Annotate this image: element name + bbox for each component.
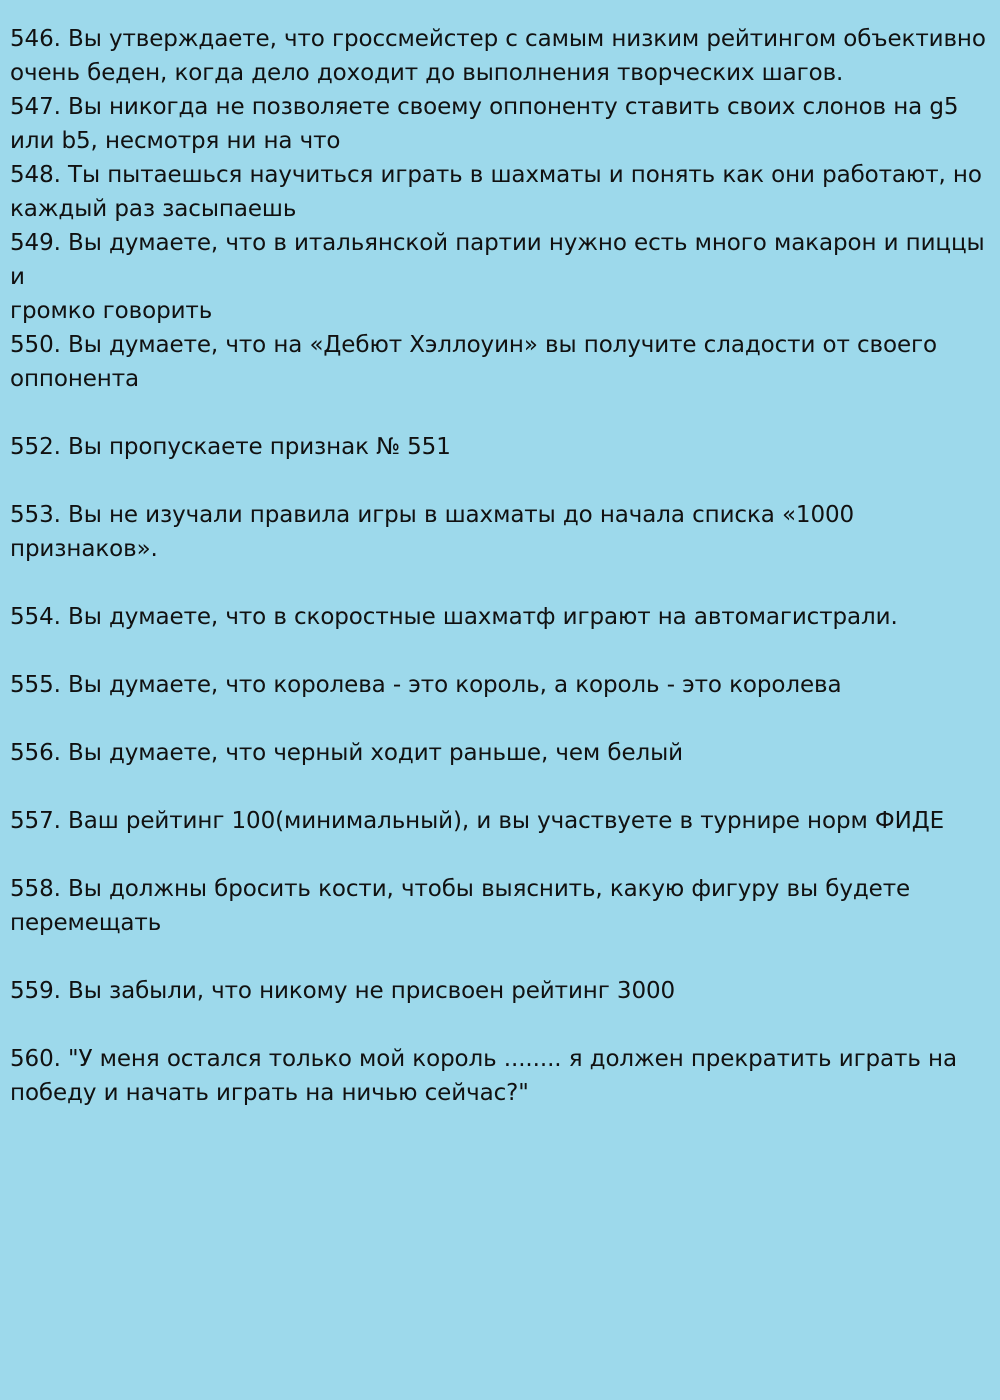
list-item-555: 555. Вы думаете, что королева - это король, а король - это королева	[10, 672, 842, 698]
list-item-559: 559. Вы забыли, что никому не присвоен рейтинг 3000	[10, 978, 676, 1004]
list-item-552: 552. Вы пропускаете признак № 551	[10, 434, 451, 460]
list-item-547: 547. Вы никогда не позволяете своему оппоненту ставить своих слонов на g5 или b5, несмотря ни на что	[10, 94, 959, 154]
list-item-549: 549. Вы думаете, что в итальянской партии нужно есть много макарон и пиццы и громко говорить	[10, 230, 985, 324]
list-item-550: 550. Вы думаете, что на «Дебют Хэллоуин» вы получите сладости от своего оппонента	[10, 332, 937, 392]
list-item-560: 560. "У меня остался только мой король ........ я должен прекратить играть на победу и начать играть на ничью сейчас?"	[10, 1046, 957, 1106]
list-item-557: 557. Ваш рейтинг 100(минимальный), и вы участвуете в турнире норм ФИДЕ	[10, 808, 945, 834]
list-item-554: 554. Вы думаете, что в скоростные шахматф играют на автомагистрали.	[10, 604, 898, 630]
list-item-548: 548. Ты пытаешься научиться играть в шахматы и понять как они работают, но каждый раз засыпаешь	[10, 162, 982, 222]
list-item-556: 556. Вы думаете, что черный ходит раньше, чем белый	[10, 740, 684, 766]
list-item-553: 553. Вы не изучали правила игры в шахматы до начала списка «1000 признаков».	[10, 502, 855, 562]
list-item-558: 558. Вы должны бросить кости, чтобы выяснить, какую фигуру вы будете перемещать	[10, 876, 911, 936]
list-item-546: 546. Вы утверждаете, что гроссмейстер с самым низким рейтингом объективно очень беден, когда дело доходит до выполнения творческих шагов.	[10, 26, 986, 86]
